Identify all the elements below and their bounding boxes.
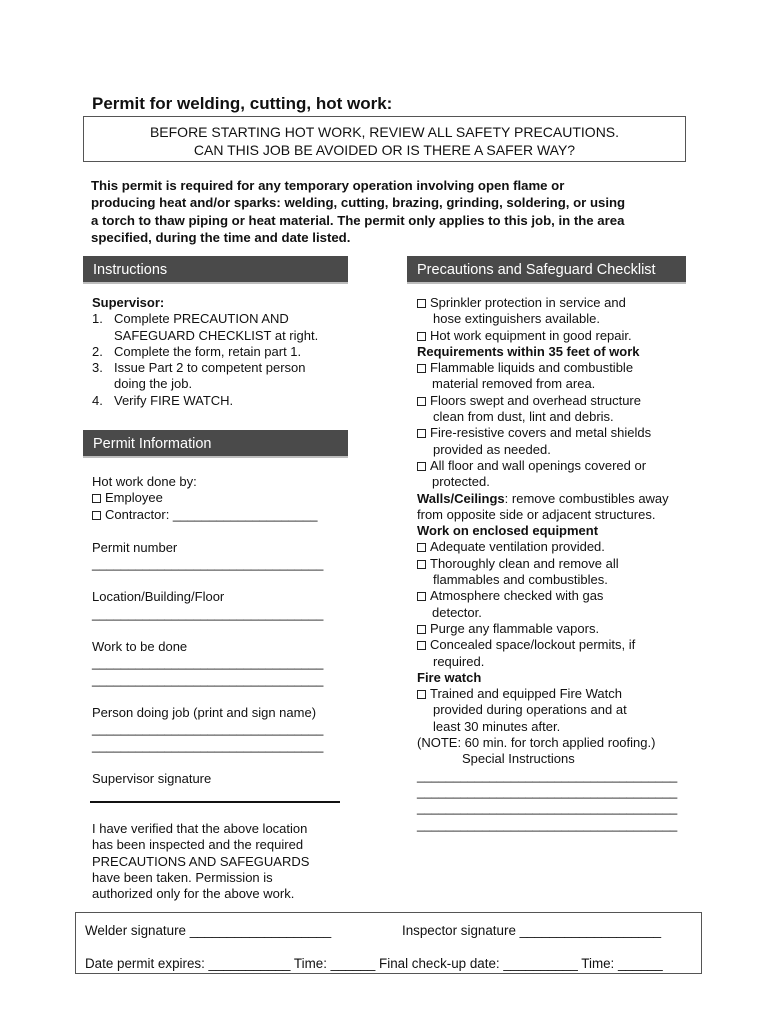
checkbox-icon[interactable] (417, 462, 426, 471)
enclosed-heading: Work on enclosed equipment (417, 523, 599, 539)
instruction-item-cont: SAFEGUARD CHECKLIST at right. (114, 327, 319, 343)
checklist-item[interactable]: Atmosphere checked with gas (417, 588, 697, 604)
checkbox-icon[interactable] (417, 429, 426, 438)
warning-line-1: BEFORE STARTING HOT WORK, REVIEW ALL SAFETY PRECAUTIONS. (149, 124, 620, 140)
permit-number-field[interactable]: ________________________________ (92, 556, 324, 572)
checkbox-icon[interactable] (417, 397, 426, 406)
checkbox-icon[interactable] (417, 299, 426, 308)
welder-signature-field[interactable]: Welder signature ___________________ (85, 923, 332, 938)
walls-ceilings-item: Walls/Ceilings: remove combustibles away (417, 490, 669, 506)
signature-box (75, 912, 702, 974)
instructions-header: Instructions (83, 256, 348, 284)
checkbox-icon[interactable] (417, 560, 426, 569)
location-label: Location/Building/Floor (92, 589, 225, 605)
checklist-item[interactable]: Hot work equipment in good repair. (417, 328, 697, 344)
checkbox-icon[interactable] (417, 690, 426, 699)
special-instructions-field[interactable]: ____________________________________ (417, 800, 678, 816)
checklist-item-cont: material removed from area. (432, 376, 596, 392)
roofing-note: (NOTE: 60 min. for torch applied roofing.) (417, 735, 656, 751)
precautions-checklist (417, 295, 697, 833)
safety-warning-box (83, 116, 686, 162)
intro-line: producing heat and/or sparks: welding, cutting, brazing, grinding, soldering, or using (91, 195, 626, 211)
verification-line: have been taken. Permission is (92, 869, 273, 885)
special-instructions-field[interactable]: ____________________________________ (417, 816, 678, 832)
verification-line: I have verified that the above location (92, 821, 308, 836)
checklist-item-cont: provided as needed. (433, 441, 551, 457)
permit-number-label: Permit number (92, 539, 178, 555)
person-label: Person doing job (print and sign name) (92, 704, 317, 720)
checklist-item-cont: detector. (432, 604, 482, 620)
work-label: Work to be done (92, 639, 188, 655)
checkbox-icon[interactable] (92, 511, 101, 520)
checkbox-icon[interactable] (417, 332, 426, 341)
page-title: Permit for welding, cutting, hot work: (92, 94, 393, 113)
special-instructions-label: Special Instructions (462, 751, 575, 767)
instructions-list (92, 295, 352, 409)
checkbox-icon[interactable] (417, 641, 426, 650)
walls-ceilings-cont: from opposite side or adjacent structures. (417, 506, 656, 522)
expiry-dates-field[interactable]: Date permit expires: ___________ Time: ______ Final check-up date: __________ Time: ______ (85, 956, 663, 971)
checklist-item-cont: flammables and combustibles. (433, 572, 608, 588)
inspector-signature-field[interactable]: Inspector signature ___________________ (402, 923, 662, 938)
intro-line: This permit is required for any temporary operation involving open flame or (91, 178, 565, 193)
requirements-heading: Requirements within 35 feet of work (417, 343, 640, 359)
checklist-item[interactable]: Thoroughly clean and remove all (417, 556, 697, 572)
checklist-item-cont: least 30 minutes after. (433, 718, 561, 734)
special-instructions-field[interactable]: ____________________________________ (417, 783, 678, 799)
checklist-item-cont: required. (433, 653, 485, 669)
checklist-item[interactable]: Concealed space/lockout permits, if (417, 637, 697, 653)
supervisor-heading: Supervisor: (92, 295, 165, 310)
checklist-item[interactable]: Sprinkler protection in service and (417, 295, 697, 311)
checklist-item[interactable]: All floor and wall openings covered or (417, 458, 697, 474)
person-field[interactable]: ________________________________ (92, 721, 324, 737)
checkbox-icon[interactable] (92, 494, 101, 503)
checklist-item[interactable]: Purge any flammable vapors. (417, 621, 697, 637)
checkbox-icon[interactable] (417, 543, 426, 552)
warning-line-2: CAN THIS JOB BE AVOIDED OR IS THERE A SAFER WAY? (193, 142, 576, 158)
instruction-item-cont: doing the job. (114, 376, 193, 392)
work-field[interactable]: ________________________________ (92, 655, 324, 671)
supervisor-signature-line[interactable] (90, 801, 340, 803)
intro-paragraph (91, 177, 691, 247)
checklist-item[interactable]: Fire-resistive covers and metal shields (417, 425, 697, 441)
checklist-item-cont: hose extinguishers available. (433, 311, 600, 327)
permit-info-form (92, 474, 352, 787)
verification-statement (92, 821, 342, 902)
employee-option[interactable]: Employee (92, 490, 352, 506)
checklist-item[interactable]: Flammable liquids and combustible (417, 360, 697, 376)
intro-line: specified, during the time and date listed. (91, 230, 351, 246)
instruction-item: 3. Issue Part 2 to competent person (92, 360, 306, 376)
intro-line: a torch to thaw piping or heat material. The permit only applies to this job, in the area (91, 212, 625, 228)
contractor-option[interactable]: Contractor: ____________________ (92, 507, 352, 523)
verification-line: authorized only for the above work. (92, 886, 295, 902)
checkbox-icon[interactable] (417, 625, 426, 634)
instruction-item: 1. Complete PRECAUTION AND (92, 311, 289, 327)
done-by-label: Hot work done by: (92, 474, 197, 489)
person-field[interactable]: ________________________________ (92, 737, 324, 753)
checklist-item-cont: provided during operations and at (433, 702, 627, 718)
precautions-header: Precautions and Safeguard Checklist (407, 256, 686, 284)
verification-line: PRECAUTIONS AND SAFEGUARDS (92, 853, 310, 869)
checkbox-icon[interactable] (417, 592, 426, 601)
fire-watch-heading: Fire watch (417, 669, 482, 685)
checklist-item-cont: protected. (432, 474, 490, 490)
checkbox-icon[interactable] (417, 364, 426, 373)
permit-info-header: Permit Information (83, 430, 348, 458)
checklist-item[interactable]: Floors swept and overhead structure (417, 393, 697, 409)
location-field[interactable]: ________________________________ (92, 605, 324, 621)
special-instructions-field[interactable]: ____________________________________ (417, 767, 678, 783)
work-field[interactable]: ________________________________ (92, 671, 324, 687)
checklist-item[interactable]: Adequate ventilation provided. (417, 539, 697, 555)
supervisor-signature-label: Supervisor signature (92, 770, 212, 786)
instruction-item: 4. Verify FIRE WATCH. (92, 392, 234, 408)
checklist-item[interactable]: Trained and equipped Fire Watch (417, 686, 697, 702)
instruction-item: 2. Complete the form, retain part 1. (92, 343, 302, 359)
checklist-item-cont: clean from dust, lint and debris. (433, 409, 614, 425)
verification-line: has been inspected and the required (92, 837, 304, 853)
